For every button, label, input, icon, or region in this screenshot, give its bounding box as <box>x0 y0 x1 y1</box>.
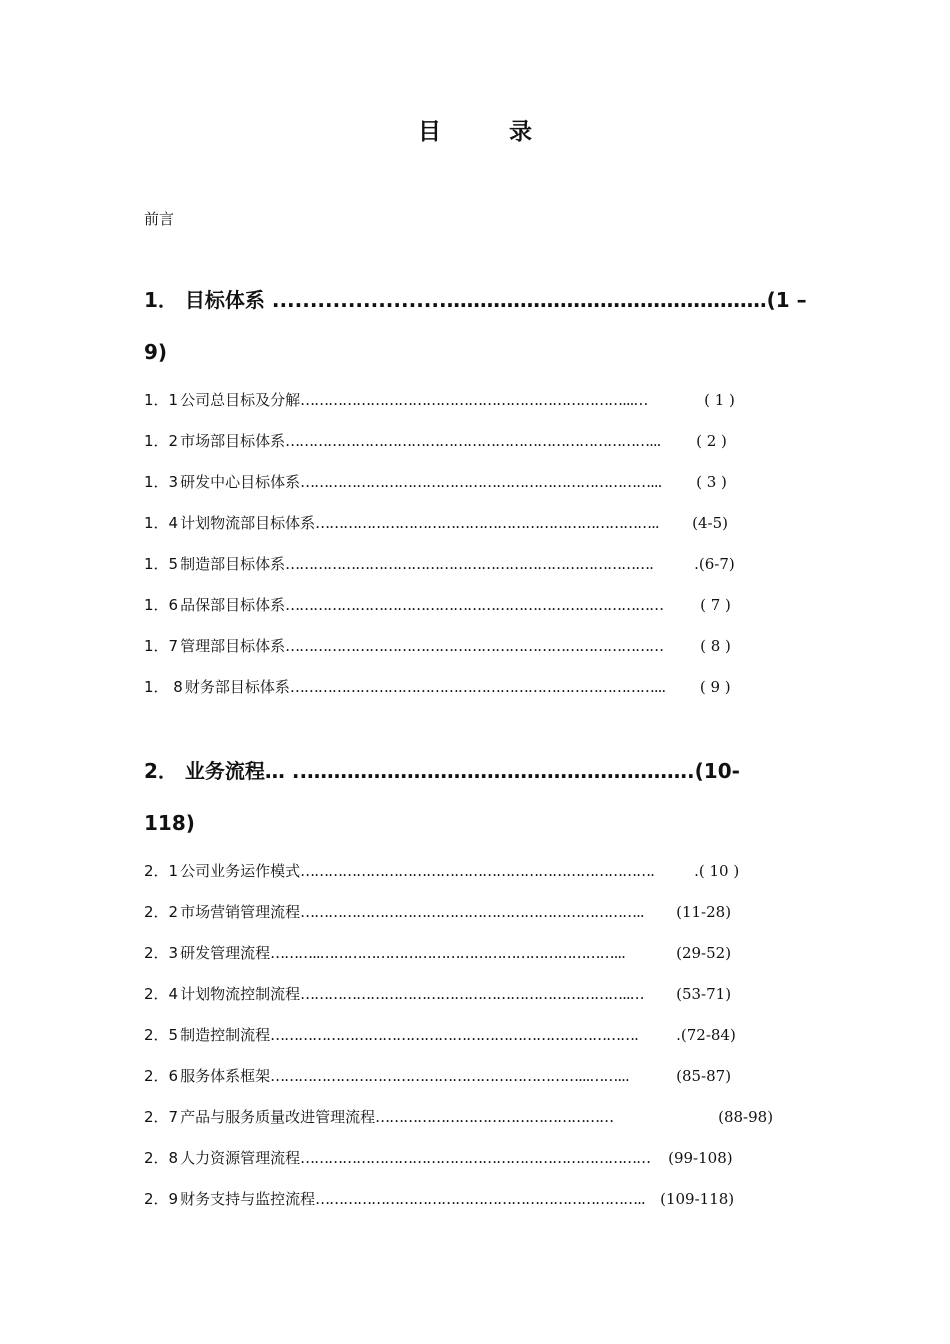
toc-entry-page: ( 2 ) <box>696 432 727 450</box>
toc-entry-label: 计划物流控制流程 <box>180 985 301 1003</box>
toc-entry-dots: …………………………………………… <box>375 1108 614 1126</box>
toc-entry-page: (109-118) <box>660 1190 735 1208</box>
toc-entry-label: 市场部目标体系 <box>180 432 286 450</box>
toc-entry[interactable] <box>144 513 728 533</box>
toc-entry-label: 管理部目标体系 <box>180 637 286 655</box>
section-1-heading-line1: 1． 目标体系 .......................…………………………………………(1 – <box>144 288 807 312</box>
section-2-heading-line1: 2． 业务流程… ..………………………………………………….(10- <box>144 759 740 783</box>
toc-entry[interactable] <box>144 1189 734 1209</box>
toc-entry-num: 2．9 <box>144 1190 179 1208</box>
toc-entry-label: 计划物流部目标体系 <box>180 514 316 532</box>
toc-entry-num: 1．4 <box>144 514 179 532</box>
toc-entry-num: 1．7 <box>144 637 179 655</box>
toc-entry-label: 制造控制流程 <box>180 1026 271 1044</box>
toc-entry-page: .( 10 ) <box>694 862 740 880</box>
toc-entry[interactable] <box>144 472 727 492</box>
toc-entry[interactable] <box>144 1107 773 1127</box>
toc-entry[interactable] <box>144 431 727 451</box>
toc-entry-label: 品保部目标体系 <box>180 596 286 614</box>
toc-entry-num: 2．7 <box>144 1108 179 1126</box>
toc-entry-page: (99-108) <box>668 1149 733 1167</box>
section-1-heading-line2: 9) <box>144 340 168 364</box>
toc-entry-label: 服务体系框架 <box>180 1067 271 1085</box>
toc-entry[interactable] <box>144 595 731 615</box>
toc-entry-dots: ……………………………………………………………………. <box>270 1026 638 1044</box>
toc-entry-label: 研发管理流程 <box>180 944 271 962</box>
toc-entry-dots: ………..………………………………………………………... <box>270 944 625 962</box>
toc-entry-dots: …………………………………………………………….. <box>315 1190 645 1208</box>
preface-entry[interactable]: 前言 <box>144 210 175 228</box>
toc-entry-dots: ……………………………………………………………….. <box>300 903 644 921</box>
toc-entry-num: 2．2 <box>144 903 179 921</box>
toc-entry-label: 研发中心目标体系 <box>180 473 301 491</box>
toc-entry[interactable] <box>144 554 735 574</box>
toc-entry-num: 1．3 <box>144 473 179 491</box>
toc-entry-num: 1．5 <box>144 555 179 573</box>
toc-entry-num: 2．6 <box>144 1067 179 1085</box>
toc-entry-num: 2．8 <box>144 1149 179 1167</box>
toc-entry-dots: ……………………………………………………………...… <box>300 391 648 409</box>
toc-entry-label: 财务支持与监控流程 <box>180 1190 316 1208</box>
toc-entry[interactable] <box>144 390 735 410</box>
toc-entry-label: 产品与服务质量改进管理流程 <box>180 1108 376 1126</box>
toc-entry-page: (4-5) <box>692 514 728 532</box>
toc-entry-dots: ……………………………………………………………………... <box>289 678 666 696</box>
toc-entry-num: 2．4 <box>144 985 179 1003</box>
toc-entry-dots: ……………………………………………………………………. <box>285 555 653 573</box>
toc-entry-page: .(72-84) <box>676 1026 736 1044</box>
toc-entry[interactable] <box>144 984 731 1004</box>
toc-entry-page: (53-71) <box>676 985 732 1003</box>
toc-entry-dots: …………………………………………………………………... <box>300 473 662 491</box>
section-2-heading-line2: 118) <box>144 811 195 835</box>
toc-entry[interactable] <box>144 1025 736 1045</box>
toc-entry-dots: ……………………………………………………………….. <box>315 514 659 532</box>
toc-entry-num: 1．6 <box>144 596 179 614</box>
toc-entry-label: 市场营销管理流程 <box>180 903 301 921</box>
toc-entry-page: (85-87) <box>676 1067 732 1085</box>
toc-entry[interactable] <box>144 1148 733 1168</box>
toc-entry-page: (11-28) <box>676 903 732 921</box>
toc-entry-dots: ……………………………………………………………………… <box>285 596 664 614</box>
section-2-heading[interactable] <box>144 745 809 849</box>
toc-entry-dots: ……………………………………………………………..… <box>300 985 644 1003</box>
toc-entry[interactable] <box>144 677 731 697</box>
toc-entry-dots: …………………………………………………………...……... <box>270 1067 629 1085</box>
toc-entry-page: ( 9 ) <box>699 678 731 696</box>
toc-entry-label: 人力资源管理流程 <box>180 1149 301 1167</box>
section-1-heading[interactable] <box>144 274 809 378</box>
toc-entry[interactable] <box>144 1066 731 1086</box>
toc-entry-num: 1．2 <box>144 432 179 450</box>
toc-entry-page: ( 3 ) <box>696 473 727 491</box>
toc-entry-num: 1． 8 <box>144 678 183 696</box>
toc-entry-dots: ……………………………………………………………………... <box>285 432 661 450</box>
toc-entry-page: ( 7 ) <box>700 596 731 614</box>
toc-title: 目 录 <box>417 119 562 145</box>
toc-entry[interactable] <box>144 902 731 922</box>
toc-entry-label: 公司总目标及分解 <box>180 391 301 409</box>
toc-entry-page: (88-98) <box>718 1108 774 1126</box>
toc-entry-page: ( 1 ) <box>704 391 735 409</box>
toc-entry[interactable] <box>144 636 731 656</box>
toc-entry[interactable] <box>144 861 739 881</box>
toc-entry-page: (29-52) <box>676 944 732 962</box>
toc-entry-page: ( 8 ) <box>700 637 731 655</box>
toc-entry-dots: …………………………………………………………………. <box>300 862 654 880</box>
toc-entry-num: 2．5 <box>144 1026 179 1044</box>
toc-entry-page: .(6-7) <box>694 555 735 573</box>
toc-entry-num: 2．3 <box>144 944 179 962</box>
toc-entry-dots: ………………………………………………………………… <box>300 1149 651 1167</box>
toc-entry-label: 财务部目标体系 <box>184 678 290 696</box>
toc-entry-dots: ……………………………………………………………………… <box>285 637 664 655</box>
toc-entry[interactable] <box>144 943 731 963</box>
toc-entry-label: 制造部目标体系 <box>180 555 286 573</box>
toc-entry-num: 2．1 <box>144 862 179 880</box>
toc-entry-label: 公司业务运作模式 <box>180 862 301 880</box>
toc-entry-num: 1．1 <box>144 391 179 409</box>
